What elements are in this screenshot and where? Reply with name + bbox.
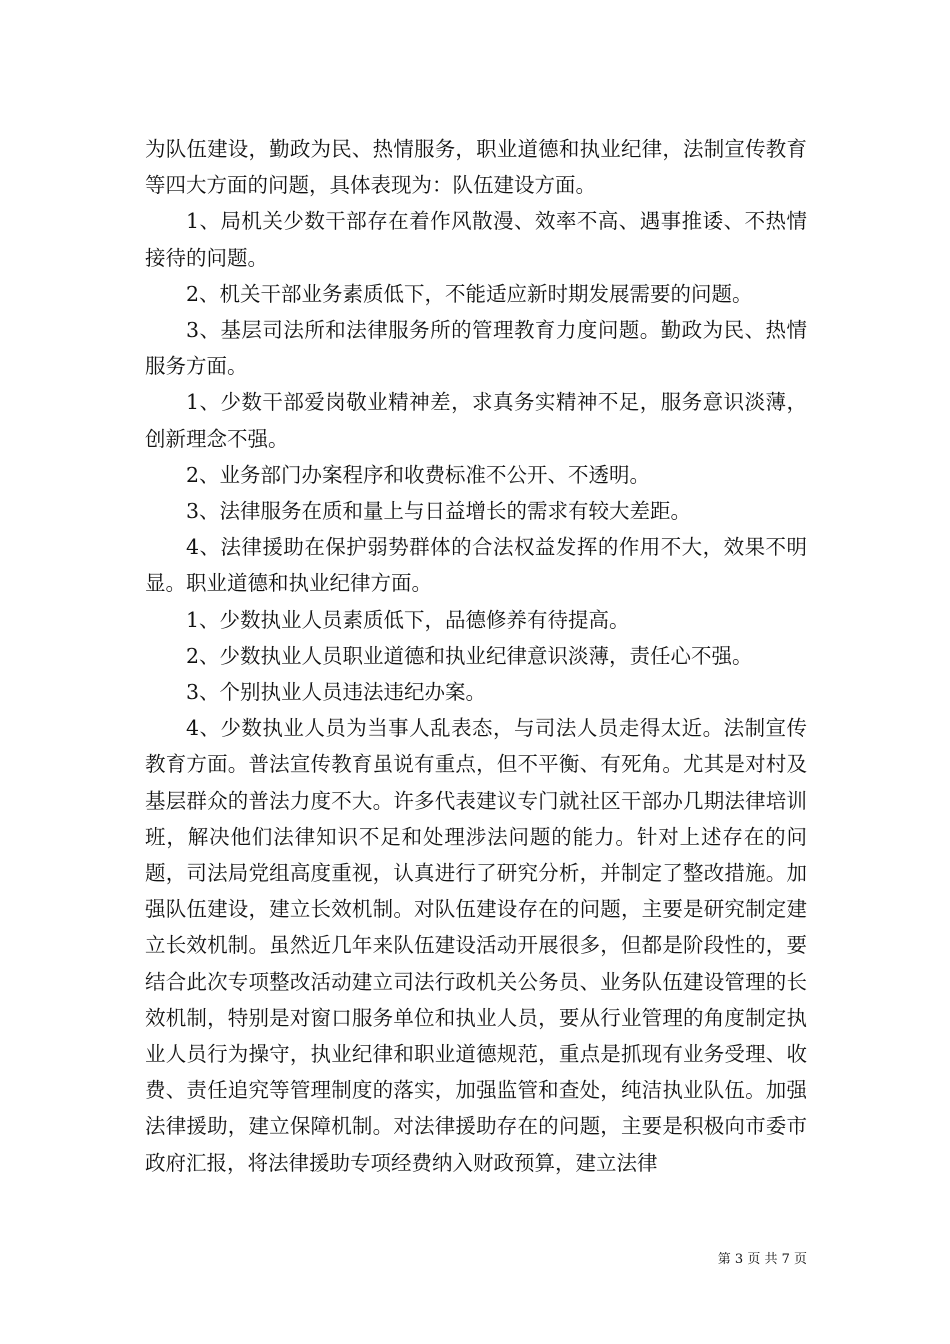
paragraph-5: 1、少数干部爱岗敬业精神差，求真务实精神不足，服务意识淡薄，创新理念不强。 [145,390,807,451]
paragraph-2: 1、局机关少数干部存在着作风散漫、效率不高、遇事推诿、不热情接待的问题。 [145,209,807,270]
paragraph-6: 2、业务部门办案程序和收费标准不公开、不透明。 [186,462,651,487]
paragraph-7: 3、法律服务在质和量上与日益增长的需求有较大差距。 [186,499,692,524]
document-body [145,131,807,1181]
paragraph-4: 3、基层司法所和法律服务所的管理教育力度问题。勤政为民、热情服务方面。 [145,318,807,379]
paragraph-10: 2、少数执业人员职业道德和执业纪律意识淡薄，责任心不强。 [186,643,753,668]
paragraph-3: 2、机关干部业务素质低下，不能适应新时期发展需要的问题。 [186,281,753,306]
paragraph-12: 4、少数执业人员为当事人乱表态，与司法人员走得太近。法制宣传教育方面。普法宣传教育虽说有重点，但不平衡、有死角。尤其是对村及基层群众的普法力度不大。许多代表建议专门就社区干部办几期法律培训班，解决他们法律知识不足和处理涉法问题的能力。针对上述存在的问题，司法局党组高度重视，认真进行了研究分析，并制定了整改措施。加强队伍建设，建立长效机制。对队伍建设存在的问题，主要是研究制定建立长效机制。虽然近几年来队伍建设活动开展很多，但都是阶段性的，要结合此次专项整改活动建立司法行政机关公务员、业务队伍建设管理的长效机制，特别是对窗口服务单位和执业人员，要从行业管理的角度制定执业人员行为操守，执业纪律和职业道德规范，重点是抓现有业务受理、收费、责任追究等管理制度的落实，加强监管和查处，纯洁执业队伍。加强法律援助，建立保障机制。对法律援助存在的问题，主要是积极向市委市政府汇报，将法律援助专项经费纳入财政预算，建立法律 [145,716,807,1175]
paragraph-9: 1、少数执业人员素质低下，品德修养有待提高。 [186,607,630,632]
paragraph-11: 3、个别执业人员违法违纪办案。 [186,680,487,705]
page-number-footer: 第 3 页 共 7 页 [717,1252,807,1267]
paragraph-1: 为队伍建设，勤政为民、热情服务，职业道德和执业纪律，法制宣传教育等四大方面的问题，具体表现为：队伍建设方面。 [145,137,807,198]
paragraph-8: 4、法律援助在保护弱势群体的合法权益发挥的作用不大，效果不明显。职业道德和执业纪律方面。 [145,535,807,596]
